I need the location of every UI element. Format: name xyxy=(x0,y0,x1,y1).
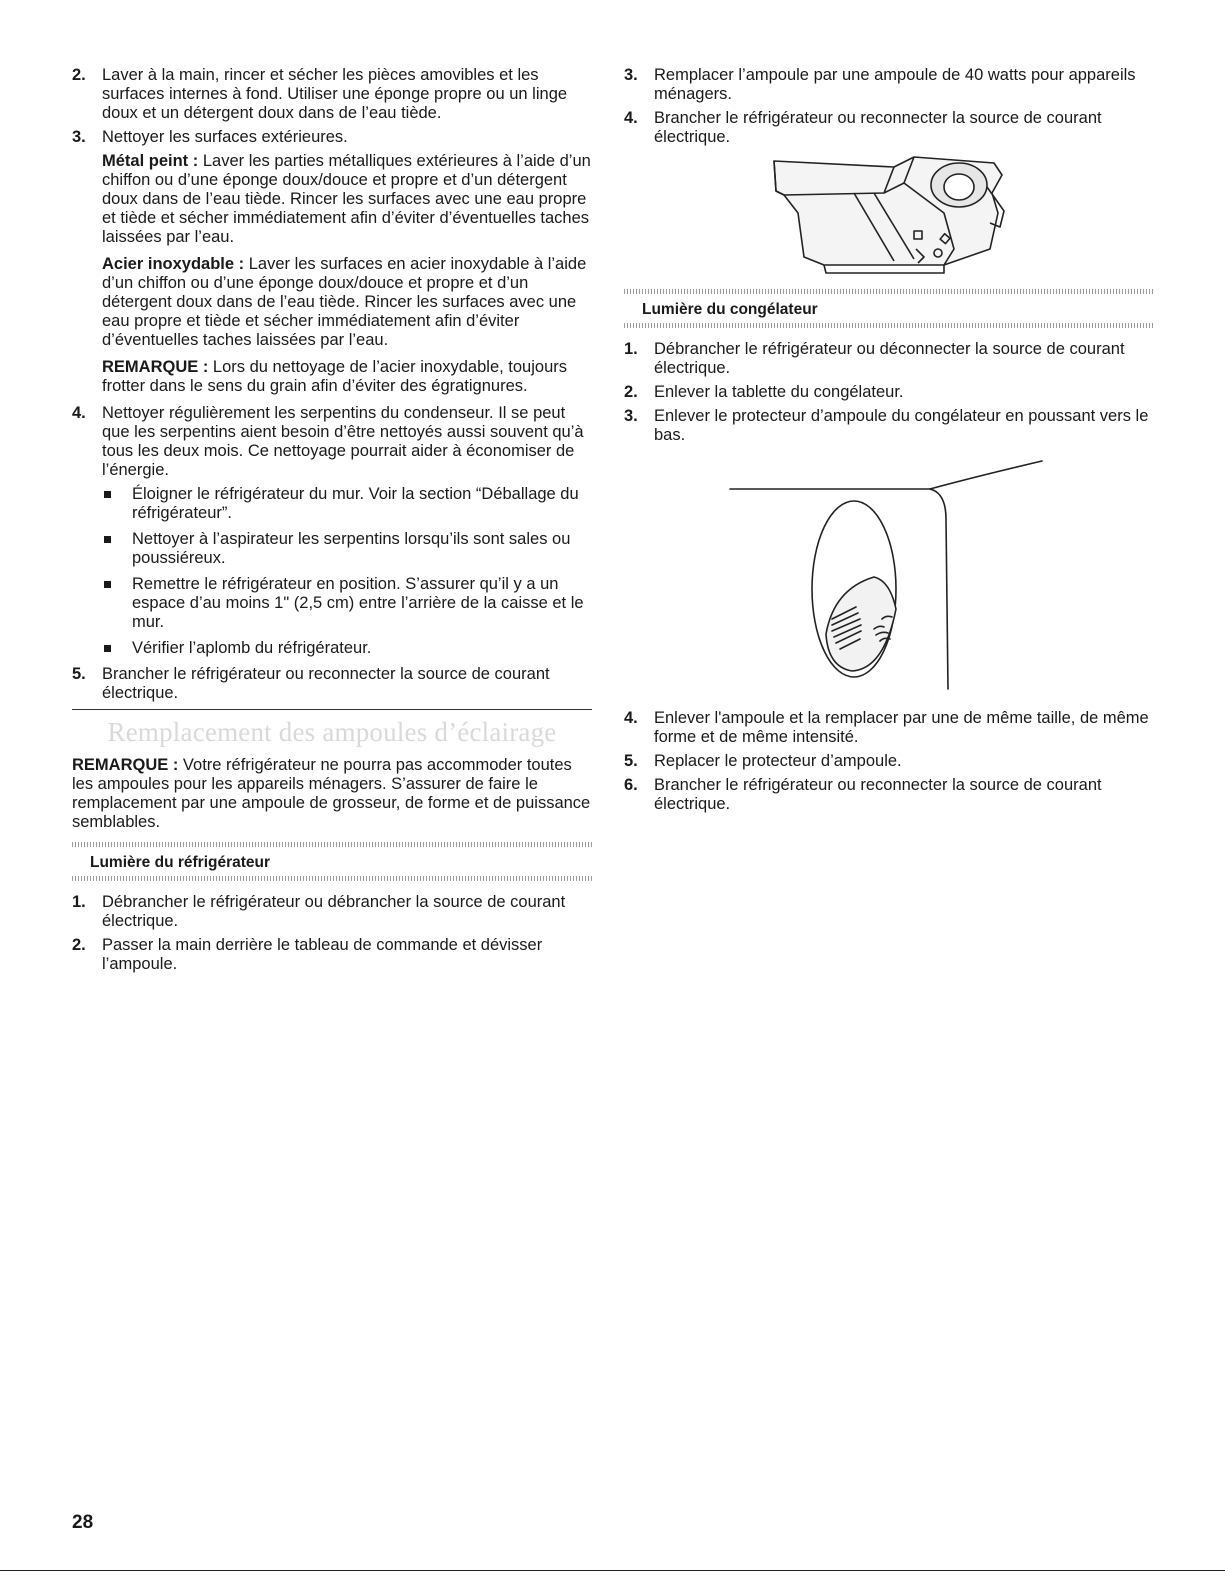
step-number: 5. xyxy=(624,752,638,770)
step-text: Enlever le protecteur d’ampoule du congélateur en poussant vers le bas. xyxy=(654,407,1149,444)
bullet-square-icon xyxy=(104,491,111,498)
step-number: 6. xyxy=(624,776,638,794)
fridge-step-3 xyxy=(624,66,1154,104)
step-text: Laver à la main, rincer et sécher les pièces amovibles et les surfaces internes à fond. Utiliser une éponge propre ou un linge doux et un détergent doux dans de l’eau tiède. xyxy=(102,66,568,122)
step-number: 2. xyxy=(624,383,638,401)
freezer-light-shield-illustration xyxy=(724,459,1054,699)
bullet-text: Remettre le réfrigérateur en position. S’assurer qu’il y a un espace d’au moins 1" (2,5 cm) entre l’arrière de la caisse et le mur. xyxy=(132,575,584,631)
freezer-step-4 xyxy=(624,709,1154,747)
stainless-note-paragraph xyxy=(72,358,592,396)
fridge-light-heading: Lumière du réfrigérateur xyxy=(90,854,271,871)
fridge-step-1 xyxy=(72,893,592,931)
bullet-square-icon xyxy=(104,536,111,543)
step-text: Enlever l'ampoule et la remplacer par une de même taille, de même forme et de même intensité. xyxy=(654,709,1149,746)
step-number: 4. xyxy=(624,709,638,727)
bullet-text: Éloigner le réfrigérateur du mur. Voir la section “Déballage du réfrigérateur”. xyxy=(132,485,579,522)
step-number: 3. xyxy=(72,128,86,146)
step-text: Enlever la tablette du congélateur. xyxy=(654,383,904,401)
fridge-step-2 xyxy=(72,936,592,974)
step-2 xyxy=(72,66,592,123)
step-number: 5. xyxy=(72,665,86,683)
step-number: 4. xyxy=(624,109,638,127)
step-text: Nettoyer régulièrement les serpentins du condenseur. Il se peut que les serpentins aient besoin d’être nettoyés aussi souvent qu’à tous les deux mois. Ce nettoyage pourrait aider à économiser de l’énergie. xyxy=(102,404,584,479)
page-bottom-rule xyxy=(0,1570,1225,1571)
step-number: 2. xyxy=(72,936,86,954)
note-label: REMARQUE : xyxy=(102,358,209,376)
freezer-step-6 xyxy=(624,776,1154,814)
painted-metal-paragraph xyxy=(72,152,592,247)
step-text: Débrancher le réfrigérateur ou débrancher la source de courant électrique. xyxy=(102,893,566,930)
note-text: Votre réfrigérateur ne pourra pas accommoder toutes les ampoules pour les appareils ménagers. S’assurer de faire le remplacement par une ampoule de grosseur, de forme et de puissance semblables. xyxy=(72,756,591,831)
step-text: Nettoyer les surfaces extérieures. xyxy=(102,128,348,146)
step-text: Passer la main derrière le tableau de commande et dévisser l’ampoule. xyxy=(102,936,543,973)
step-4 xyxy=(72,404,592,480)
bullet-text: Nettoyer à l’aspirateur les serpentins lorsqu’ils sont sales ou poussiéreux. xyxy=(132,530,571,567)
note-label: REMARQUE : xyxy=(72,756,179,774)
painted-metal-text: Laver les parties métalliques extérieures à l’aide d’un chiffon ou d’une éponge doux/douce et propre et d’un détergent doux dans de l’eau tiède. Rincer les surfaces avec une eau propre et tiède et sécher immédiatement afin d’éviter d’éventuelles taches laissées par l’eau. xyxy=(102,152,591,246)
step-text: Brancher le réfrigérateur ou reconnecter la source de courant électrique. xyxy=(654,109,1102,146)
step-number: 1. xyxy=(624,340,638,358)
step-5 xyxy=(72,665,592,703)
painted-metal-label: Métal peint : xyxy=(102,152,199,170)
step-text: Débrancher le réfrigérateur ou déconnecter la source de courant électrique. xyxy=(654,340,1125,377)
freezer-light-heading: Lumière du congélateur xyxy=(642,301,818,318)
page-number: 28 xyxy=(72,1512,94,1533)
step-text: Brancher le réfrigérateur ou reconnecter la source de courant électrique. xyxy=(654,776,1102,813)
stainless-steel-paragraph xyxy=(72,255,592,350)
freezer-step-1 xyxy=(624,340,1154,378)
dotted-rule xyxy=(72,842,592,847)
bullet-item xyxy=(72,639,592,658)
fridge-step-4 xyxy=(624,109,1154,147)
control-panel-light-illustration xyxy=(754,153,1024,283)
step-text: Remplacer l’ampoule par une ampoule de 40 watts pour appareils ménagers. xyxy=(654,66,1136,103)
bullet-item xyxy=(72,530,592,568)
step-number: 3. xyxy=(624,407,638,425)
stainless-steel-text: Laver les surfaces en acier inoxydable à l’aide d’un chiffon ou d’une éponge doux/douce et propre et d’un détergent doux dans de l’eau tiède. Rincer les surfaces avec une eau propre et tiède et sécher immédiatement afin d’éviter d’éventuelles taches laissées par l’eau. xyxy=(102,255,587,349)
note-text: Lors du nettoyage de l’acier inoxydable, toujours frotter dans le sens du grain afin d’éviter des égratignures. xyxy=(102,358,567,395)
section-title: Remplacement des ampoules d’éclairage xyxy=(107,717,557,747)
step-text: Replacer le protecteur d’ampoule. xyxy=(654,752,902,770)
bullet-item xyxy=(72,485,592,523)
dotted-rule xyxy=(72,876,592,881)
dotted-rule xyxy=(624,323,1154,328)
bulb-note-paragraph xyxy=(72,756,592,832)
bullet-square-icon xyxy=(104,581,111,588)
section-divider xyxy=(72,709,592,710)
freezer-step-3 xyxy=(624,407,1154,445)
freezer-step-2 xyxy=(624,383,1154,402)
step-text: Brancher le réfrigérateur ou reconnecter la source de courant électrique. xyxy=(102,665,550,702)
step-number: 3. xyxy=(624,66,638,84)
bullet-item xyxy=(72,575,592,632)
stainless-steel-label: Acier inoxydable : xyxy=(102,255,245,273)
step-number: 1. xyxy=(72,893,86,911)
right-column xyxy=(624,66,1154,819)
dotted-rule xyxy=(624,289,1154,294)
freezer-step-5 xyxy=(624,752,1154,771)
bullet-square-icon xyxy=(104,645,111,652)
bullet-text: Vérifier l’aplomb du réfrigérateur. xyxy=(132,639,372,657)
step-number: 4. xyxy=(72,404,86,422)
step-number: 2. xyxy=(72,66,86,84)
left-column xyxy=(72,66,592,979)
step-3 xyxy=(72,128,592,147)
